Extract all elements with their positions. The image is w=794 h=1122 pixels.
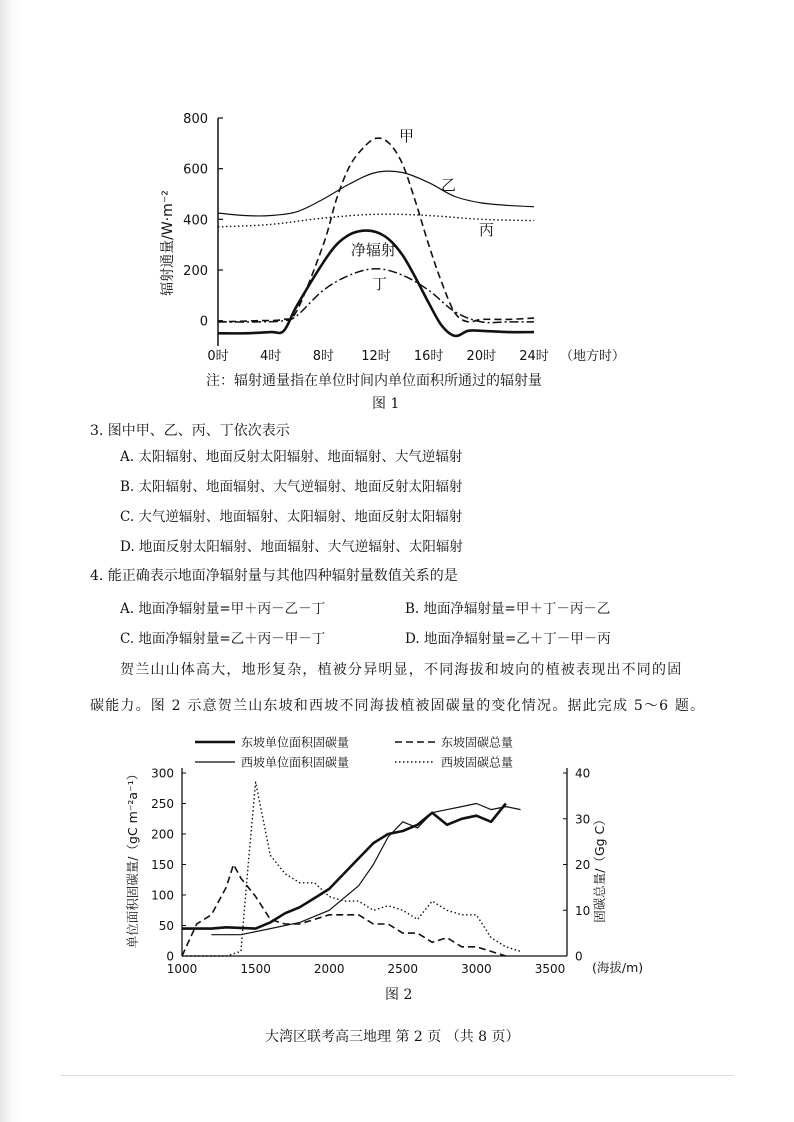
figure-1-y-tick-label: 0 xyxy=(199,314,208,330)
figure-2-x-tick-label: 3000 xyxy=(461,962,492,976)
figure-2-y-left-tick-label: 300 xyxy=(151,766,174,781)
figure-2-x-tick-label: 3500 xyxy=(534,962,566,976)
figure-2-x-tick-label: 1000 xyxy=(166,962,198,976)
question-4-option-b: B. 地面净辐射量=甲＋丁－丙－乙 xyxy=(405,601,611,617)
question-4-stem: 4. 能正确表示地面净辐射量与其他四种辐射量数值关系的是 xyxy=(90,568,458,584)
question-4-option-d: D. 地面净辐射量=乙＋丁－甲－丙 xyxy=(405,631,611,647)
figure-2-y-left-tick-label: 0 xyxy=(166,949,174,964)
figure-2-y-right-tick-label: 20 xyxy=(575,858,591,872)
figure-2-x-tick-label: 2500 xyxy=(387,962,419,976)
figure-2-legend-label: 东坡固碳总量 xyxy=(441,735,514,750)
figure-2-x-unit: (海拔/m) xyxy=(592,960,644,975)
figure-1-x-ticks xyxy=(207,349,548,364)
figure-2-y-left-tick-label: 100 xyxy=(151,888,174,903)
figure-2-x-ticks xyxy=(167,962,566,976)
question-4-option-a: A. 地面净辐射量=甲＋丙－乙－丁 xyxy=(120,601,326,617)
label-ding: 丁 xyxy=(372,275,388,293)
page-edge-shadow xyxy=(0,0,22,1122)
question-3-option-a: A. 太阳辐射、地面反射太阳辐射、地面辐射、大气逆辐射 xyxy=(120,449,463,465)
figure-2-legend-label: 西坡固碳总量 xyxy=(441,755,514,770)
figure-2-x-tick-label: 1500 xyxy=(240,962,271,976)
figure-2-y-left-label: 单位面积固碳量/（gC m⁻²a⁻¹） xyxy=(125,767,140,949)
figure-1-y-tick-label: 600 xyxy=(183,162,208,178)
figure-2-y-right-tick-label: 40 xyxy=(575,766,591,781)
figure-2-x-tick-label: 2000 xyxy=(313,962,345,976)
figure-2-legend xyxy=(195,735,513,770)
figure-2-legend-label: 东坡单位面积固碳量 xyxy=(241,735,350,750)
figure-2-y-right-tick-label: 30 xyxy=(575,812,591,827)
figure-2-legend-label: 西坡单位面积固碳量 xyxy=(241,755,350,770)
figure-1-x-tick-label: 4时 xyxy=(260,349,282,364)
figure-2-y-left-tick-label: 250 xyxy=(151,797,174,811)
question-3-option-c: C. 大气逆辐射、地面辐射、太阳辐射、地面反射太阳辐射 xyxy=(120,509,463,525)
figure-2-y-right-tick-label: 10 xyxy=(575,903,591,918)
label-jia: 甲 xyxy=(399,127,415,145)
figure-1-y-tick-label: 200 xyxy=(183,264,208,279)
label-bing: 丙 xyxy=(479,221,495,239)
label-yi: 乙 xyxy=(441,176,457,194)
figure-1-x-tick-label: 8时 xyxy=(312,349,334,364)
figure-2-y-left-tick-label: 200 xyxy=(151,827,174,842)
figure-1-x-tick-label: 24时 xyxy=(519,349,549,364)
bottom-divider xyxy=(60,1075,734,1076)
figure-2-y-left-ticks xyxy=(151,767,186,964)
passage-line-1: 贺兰山山体高大，地形复杂，植被分异明显，不同海拔和坡向的植被表现出不同的固 xyxy=(120,662,683,678)
figure-1-caption: 图 1 xyxy=(372,396,400,412)
figure-2-y-left-tick-label: 50 xyxy=(158,919,174,933)
figure-1-y-tick-label: 400 xyxy=(183,213,208,229)
figure-1-x-tick-label: 20时 xyxy=(466,349,497,364)
figure-1-y-axis-label: 辐射通量/W·m⁻² xyxy=(160,190,176,296)
figure-2-y-right-label: 固碳总量/（Gg C） xyxy=(592,813,607,923)
figure-1-chart xyxy=(150,100,660,375)
question-3-stem: 3. 图中甲、乙、丙、丁依次表示 xyxy=(90,423,290,439)
figure-1-x-tick-label: 0时 xyxy=(207,349,229,364)
passage-line-2: 碳能力。图 2 示意贺兰山东坡和西坡不同海拔植被固碳量的变化情况。据此完成 5～6 题。 xyxy=(90,698,706,714)
figure-1-series-line-1 xyxy=(218,171,534,216)
figure-1-y-ticks xyxy=(183,112,223,330)
page-footer: 大湾区联考高三地理 第 2 页 （共 8 页） xyxy=(265,1029,520,1045)
figure-2-caption: 图 2 xyxy=(385,987,413,1003)
figure-2-chart xyxy=(120,728,680,978)
figure-2-y-left-tick-label: 150 xyxy=(151,858,174,872)
figure-1-y-tick-label: 800 xyxy=(183,112,208,127)
question-3-option-d: D. 地面反射太阳辐射、地面辐射、大气逆辐射、太阳辐射 xyxy=(120,539,463,555)
label-net-radiation: 净辐射 xyxy=(351,241,397,259)
figure-2-series-line-1 xyxy=(182,865,506,957)
figure-2-y-right-tick-label: 0 xyxy=(575,949,583,964)
figure-2-series-line-0 xyxy=(182,804,506,929)
question-4-option-c: C. 地面净辐射量=乙＋丙－甲－丁 xyxy=(120,631,326,647)
question-3-option-b: B. 太阳辐射、地面辐射、大气逆辐射、地面反射太阳辐射 xyxy=(120,479,463,495)
figure-1-x-tick-label: 16时 xyxy=(413,349,444,364)
figure-1-x-unit: （地方时） xyxy=(560,349,626,364)
figure-1-x-tick-label: 12时 xyxy=(361,349,391,364)
figure-2-series xyxy=(182,782,521,956)
figure-1-note: 注：辐射通量指在单位时间内单位面积所通过的辐射量 xyxy=(206,373,542,389)
